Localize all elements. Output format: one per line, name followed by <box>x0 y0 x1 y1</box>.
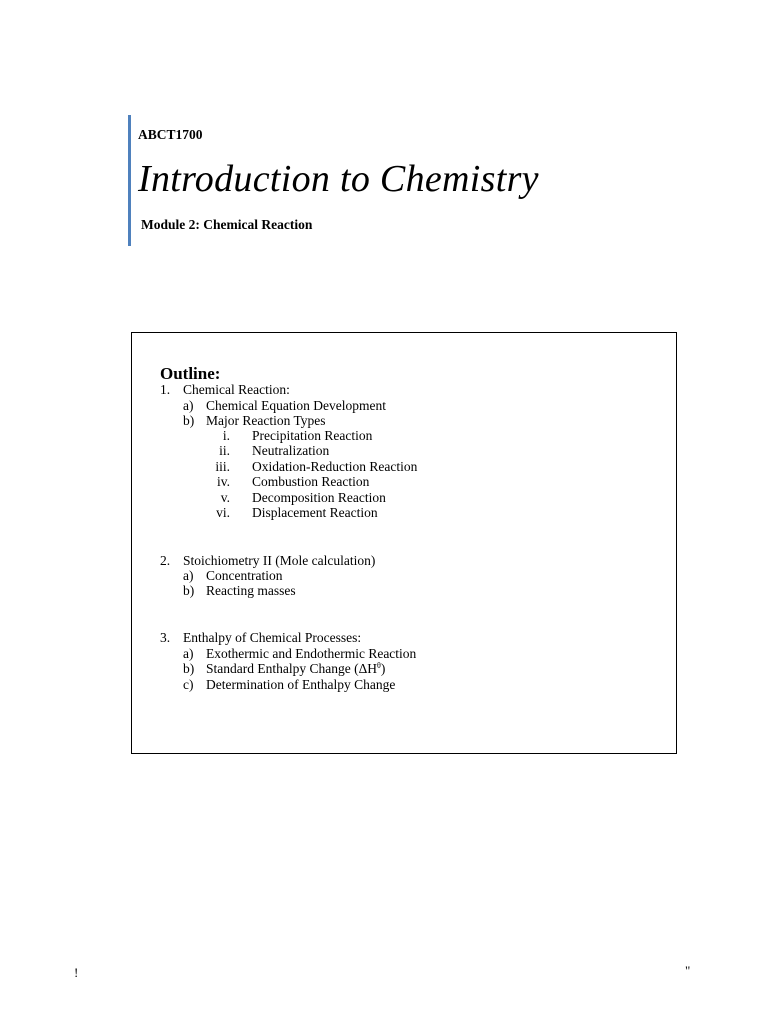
course-code: ABCT1700 <box>138 127 203 142</box>
outline-item <box>183 646 583 662</box>
outline-subitem <box>190 428 590 444</box>
outline-item <box>183 677 583 693</box>
outline-subitem <box>190 443 590 459</box>
item-text: Concentration <box>206 568 283 583</box>
subitem-marker: vi. <box>216 505 230 520</box>
item-marker: a) <box>183 646 194 661</box>
enthalpy-label-close: ) <box>380 661 386 676</box>
item-text: Reacting masses <box>206 583 296 598</box>
item-marker: a) <box>183 568 194 583</box>
subitem-text: Oxidation-Reduction Reaction <box>252 459 418 474</box>
section-number: 2. <box>160 553 171 568</box>
section-label: Enthalpy of Chemical Processes: <box>183 630 362 645</box>
item-text: Exothermic and Endothermic Reaction <box>206 646 417 661</box>
outline-subitem <box>190 474 590 490</box>
item-text: Determination of Enthalpy Change <box>206 677 396 692</box>
subitem-marker: iii. <box>215 459 230 474</box>
enthalpy-label: Standard Enthalpy Change (ΔH <box>206 661 378 676</box>
item-marker: b) <box>183 583 195 598</box>
footer-left-mark: ! <box>74 965 79 980</box>
outline-subitem <box>190 459 590 475</box>
item-text <box>206 661 385 677</box>
section-label: Stoichiometry II (Mole calculation) <box>183 553 376 568</box>
page-title: Introduction to Chemistry <box>138 158 539 200</box>
outline-item <box>183 583 583 599</box>
subitem-text: Combustion Reaction <box>252 474 370 489</box>
subitem-marker: ii. <box>219 443 230 458</box>
item-text: Chemical Equation Development <box>206 398 386 413</box>
outline-section-3 <box>160 630 560 646</box>
section-label: Chemical Reaction: <box>183 382 290 397</box>
subitem-text: Decomposition Reaction <box>252 490 386 505</box>
outline-item <box>183 413 583 429</box>
subitem-marker: iv. <box>217 474 230 489</box>
subitem-text: Neutralization <box>252 443 330 458</box>
outline-subitem <box>190 490 590 506</box>
subitem-marker: v. <box>220 490 230 505</box>
outline-item <box>183 661 583 677</box>
outline-section-1 <box>160 382 560 398</box>
item-marker: a) <box>183 398 194 413</box>
subitem-marker: i. <box>222 428 230 443</box>
subitem-text: Precipitation Reaction <box>252 428 373 443</box>
section-number: 3. <box>160 630 171 645</box>
item-marker: c) <box>183 677 194 692</box>
outline-subitem <box>190 505 590 521</box>
item-marker: b) <box>183 661 195 676</box>
title-accent-bar <box>128 115 131 246</box>
outline-item <box>183 398 583 414</box>
outline-heading: Outline: <box>160 364 221 383</box>
footer-right-mark: " <box>685 963 691 978</box>
item-marker: b) <box>183 413 195 428</box>
section-number: 1. <box>160 382 171 397</box>
subitem-text: Displacement Reaction <box>252 505 378 520</box>
item-text: Major Reaction Types <box>206 413 326 428</box>
outline-section-2 <box>160 553 560 569</box>
module-title: Module 2: Chemical Reaction <box>141 217 313 232</box>
outline-item <box>183 568 583 584</box>
standard-state-symbol: θ <box>377 661 381 670</box>
